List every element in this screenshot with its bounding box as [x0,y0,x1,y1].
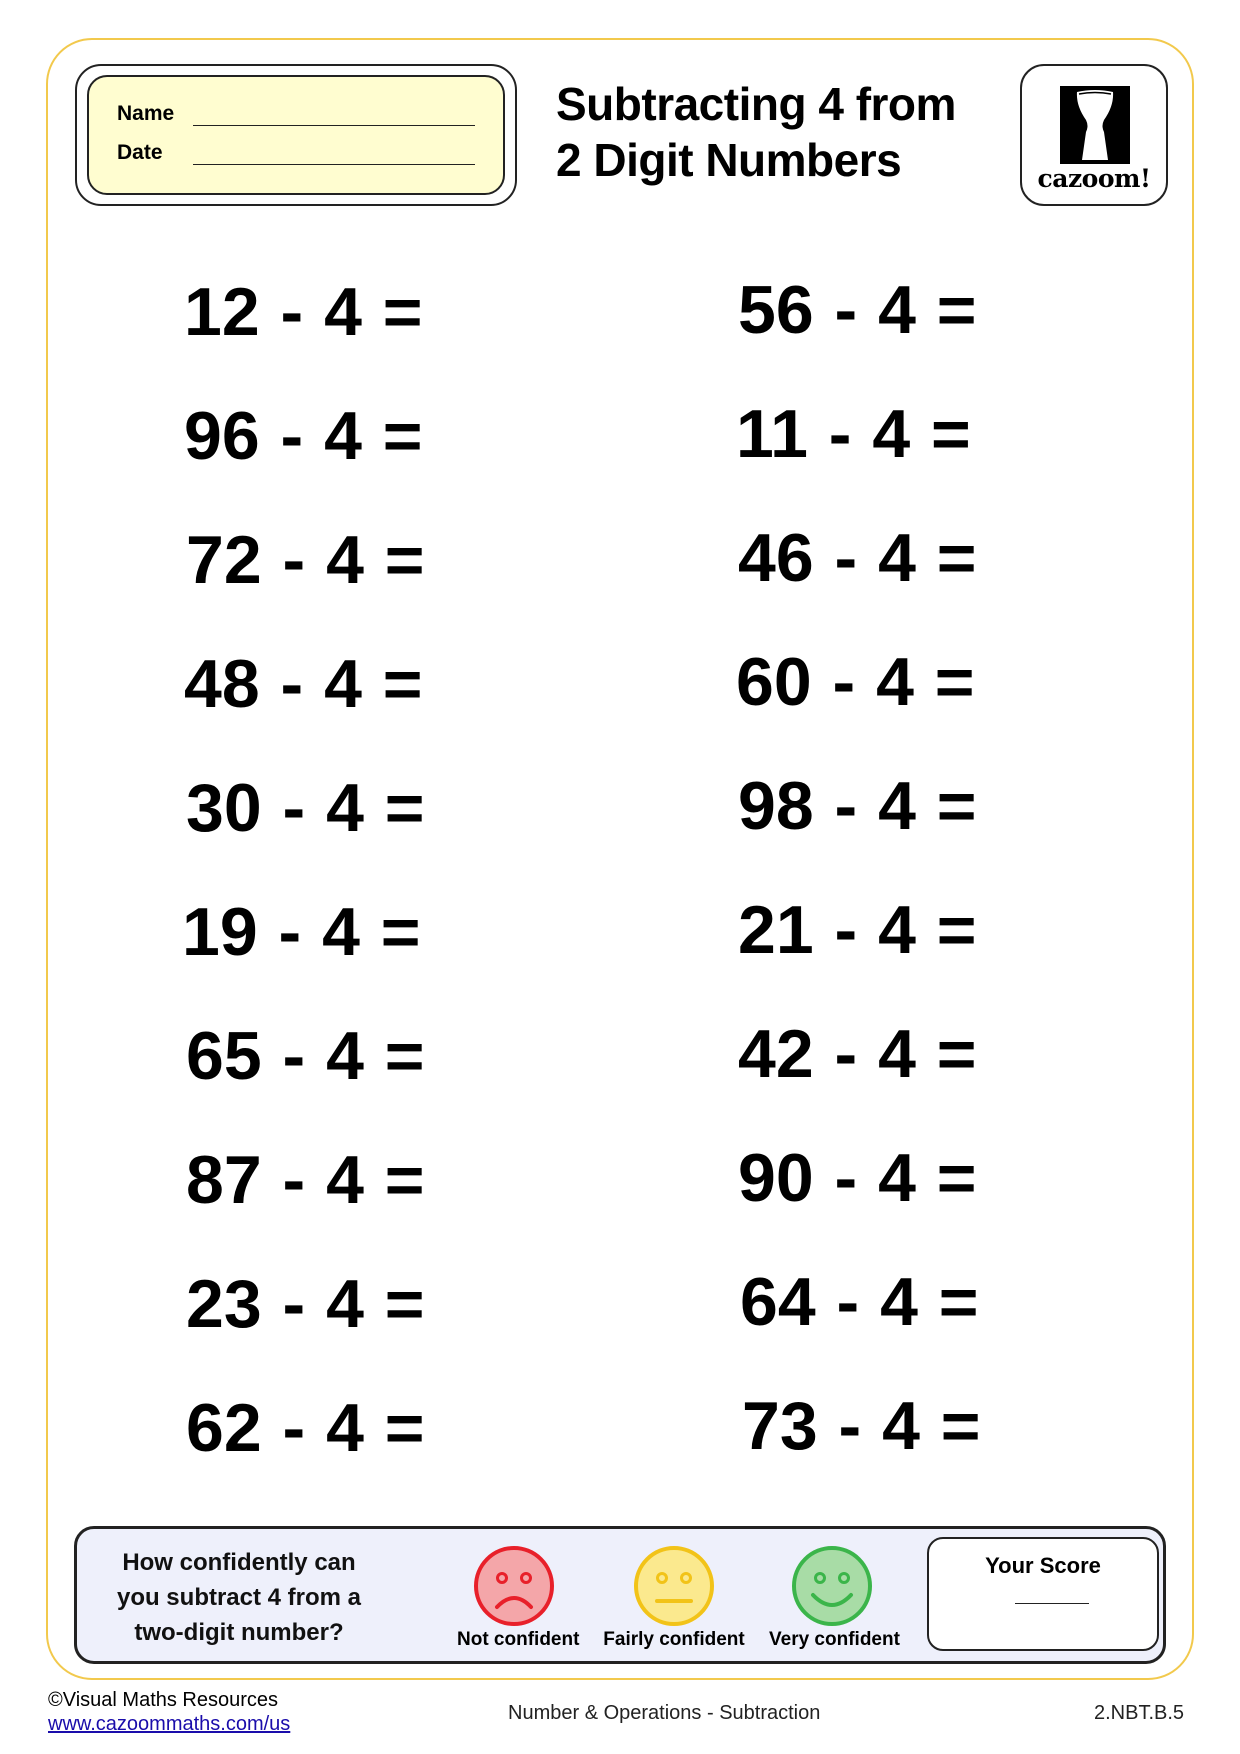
worksheet-title [556,76,996,188]
question-left-6: 19 - 4 = [182,894,421,970]
question-left-4: 48 - 4 = [184,646,423,722]
title-line-1: Subtracting 4 from [556,78,956,130]
date-label: Date [117,141,163,164]
question-right-3: 46 - 4 = [738,520,977,596]
confidence-question [99,1545,379,1650]
name-field[interactable] [117,102,475,126]
drum-icon [1060,86,1130,164]
question-left-10: 62 - 4 = [186,1390,425,1466]
sad-face-icon[interactable] [473,1545,555,1627]
name-label: Name [117,102,175,125]
score-line[interactable] [1015,1603,1089,1604]
question-left-8: 87 - 4 = [186,1142,425,1218]
website-link[interactable]: www.cazoommaths.com/us [48,1713,291,1735]
confidence-question-line-2: you subtract 4 from a [116,1584,362,1611]
question-left-9: 23 - 4 = [186,1266,425,1342]
question-left-2: 96 - 4 = [184,398,423,474]
question-right-5: 98 - 4 = [738,768,977,844]
copyright-text: ©Visual Maths Resources [48,1689,279,1711]
question-right-7: 42 - 4 = [738,1016,977,1092]
score-box[interactable] [927,1537,1159,1651]
date-line[interactable] [193,146,475,165]
footer-standard: 2.NBT.B.5 [1094,1702,1185,1724]
title-line-2: 2 Digit Numbers [556,134,902,186]
logo-text: cazoom! [1037,164,1151,193]
confidence-question-line-1: How confidently can [122,1549,356,1576]
confidence-question-line-3: two-digit number? [134,1619,344,1646]
question-right-4: 60 - 4 = [736,644,975,720]
happy-face-icon[interactable] [791,1545,873,1627]
question-left-5: 30 - 4 = [186,770,425,846]
neutral-face-icon[interactable] [633,1545,715,1627]
question-right-2: 11 - 4 = [736,396,971,472]
name-date-box-inner [87,75,505,195]
name-line[interactable] [193,107,475,126]
question-left-7: 65 - 4 = [186,1018,425,1094]
score-label: Your Score [985,1553,1101,1578]
very-confident-label: Very confident [769,1629,900,1650]
question-left-1: 12 - 4 = [184,274,423,350]
footer-credits [48,1688,290,1736]
date-field[interactable] [117,141,475,165]
fairly-confident-label: Fairly confident [603,1629,745,1650]
question-right-1: 56 - 4 = [738,272,977,348]
question-right-6: 21 - 4 = [738,892,977,968]
not-confident-label: Not confident [457,1629,580,1650]
question-right-8: 90 - 4 = [738,1140,977,1216]
name-date-box [75,64,517,206]
question-right-9: 64 - 4 = [740,1264,979,1340]
question-right-10: 73 - 4 = [742,1388,981,1464]
question-left-3: 72 - 4 = [186,522,425,598]
confidence-panel [74,1526,1166,1664]
cazoom-logo [1020,64,1168,206]
footer-topic: Number & Operations - Subtraction [508,1702,821,1724]
